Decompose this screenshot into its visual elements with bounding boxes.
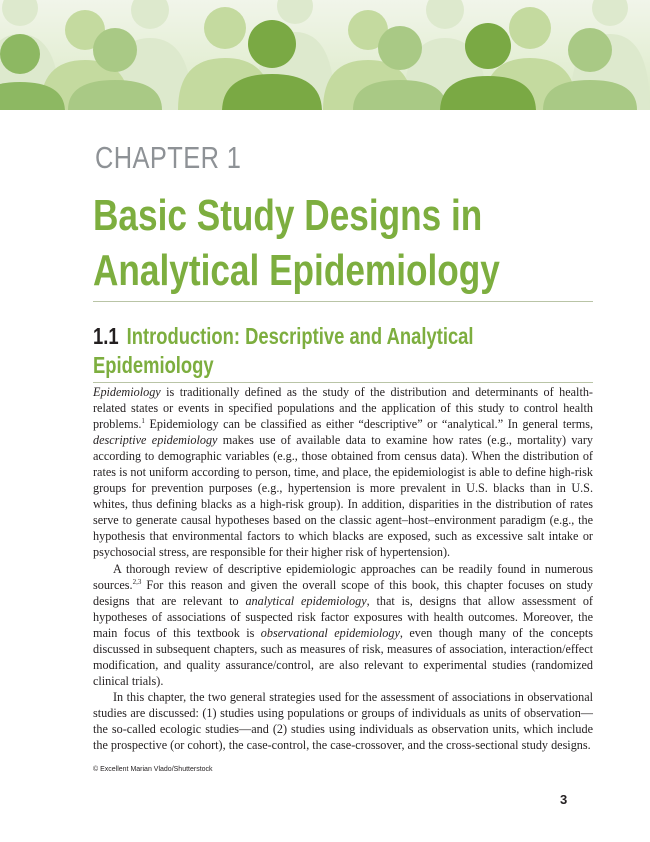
section-title-line-1: Introduction: Descriptive and Analytical xyxy=(126,323,474,349)
paragraph-2-text-d: , even though many of the concepts discussed in subsequent chapters, such as measures of risk, measures of association, interaction/effect modification, and quality assurance/control, are also relevant to experimental studies (randomized clinical trials). xyxy=(93,625,593,688)
chapter-title-line-2: Analytical Epidemiology xyxy=(93,246,500,295)
paragraph-1-text-a: is traditionally defined as the study of the distribution and determinants of health-related states or events in specified populations and the application of this study to control health problems. xyxy=(93,385,593,432)
people-crowd-icon xyxy=(0,0,650,110)
section-heading xyxy=(93,322,474,380)
section-title-line-2: Epidemiology xyxy=(93,352,214,378)
citation-1: 1 xyxy=(141,417,145,426)
paragraph-1-text-c: makes use of available data to examine how rates (e.g., mortality) vary according to demographic variables (e.g., those obtained from census data). When the distribution of rates is not uniform according to person, time, and place, the epidemiologist is able to define high-risk groups for prevention purposes (e.g., hypertension is more prevalent in U.S. blacks than in U.S. whites, thus defining blacks as a high-risk group). In addition, disparities in the distribution of rates serve to generate causal hypotheses based on the classic agent–host–environment paradigm (e.g., the hypothesis that environmental factors to which blacks are exposed, such as excessive salt intake or psychosocial stress, are responsible for their higher risk of hypertension). xyxy=(93,433,593,560)
section-number: 1.1 xyxy=(93,323,119,349)
term-observational-epidemiology: observational epidemiology xyxy=(260,625,400,640)
chapter-label: CHAPTER 1 xyxy=(95,140,242,175)
chapter-title xyxy=(93,188,500,298)
paragraph-3 xyxy=(93,689,593,753)
page-number: 3 xyxy=(560,792,568,807)
paragraph-1-text-b: Epidemiology can be classified as either “descriptive” or “analytical.” In general terms, xyxy=(144,417,593,432)
image-credit: © Excellent Marian Vlado/Shutterstock xyxy=(93,766,213,773)
title-divider xyxy=(93,301,593,302)
paragraph-2-text-a: A thorough review of descriptive epidemiologic approaches can be readily found in numerous sources. xyxy=(93,561,593,592)
paragraph-1 xyxy=(93,384,593,561)
paragraph-2-text-c: , that is, designs that allow assessment of hypotheses of associations of suspected risk factor exposures with health outcomes. Moreover, the main focus of this textbook is xyxy=(93,593,593,640)
term-epidemiology: Epidemiology xyxy=(93,385,161,399)
body-text xyxy=(93,384,593,753)
chapter-title-line-1: Basic Study Designs in xyxy=(93,191,483,240)
paragraph-2 xyxy=(93,561,593,689)
paragraph-3-text: In this chapter, the two general strategies used for the assessment of associations in observational studies are discussed: (1) studies using populations or groups of individuals as units of observation—the so-called ecologic studies—and (2) studies using individuals as observation units, which include the prospective (or cohort), the case-control, the case-crossover, and the cross-sectional study designs. xyxy=(93,689,593,753)
section-divider xyxy=(93,382,593,383)
citation-2-3: 2,3 xyxy=(132,577,142,586)
paragraph-2-text-b: For this reason and given the overall scope of this book, this chapter focuses on study designs that are relevant to xyxy=(93,577,593,608)
term-analytical-epidemiology: analytical epidemiology xyxy=(245,593,367,608)
header-banner xyxy=(0,0,650,110)
term-descriptive-epidemiology: descriptive epidemiology xyxy=(93,433,218,448)
